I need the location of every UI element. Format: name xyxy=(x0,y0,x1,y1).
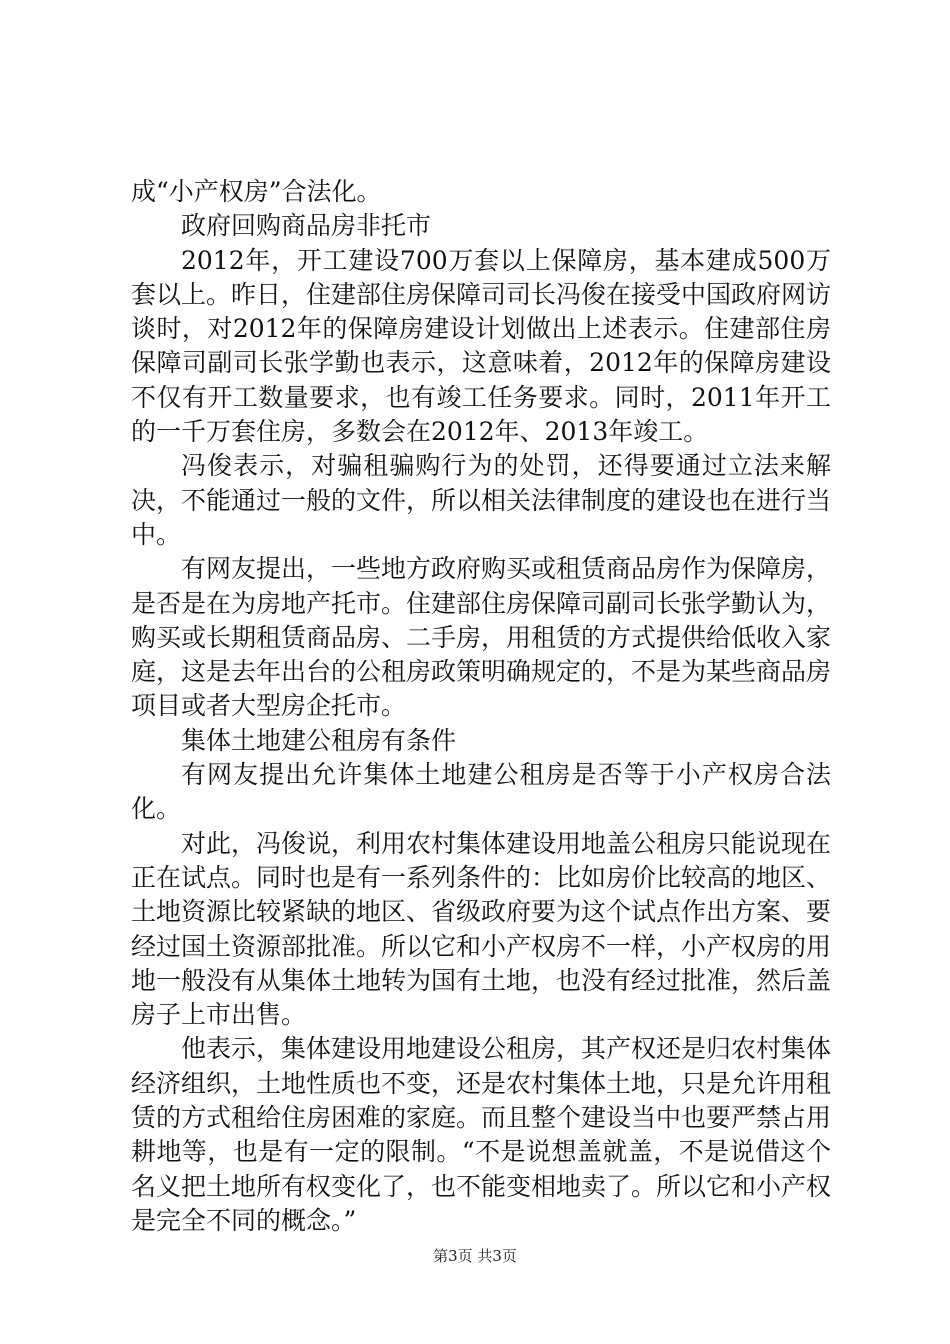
section-heading-government-buyback: 政府回购商品房非托市 xyxy=(181,211,432,241)
paragraph-continuation: 成“小产权房”合法化。 xyxy=(131,177,382,206)
paragraph-collective-land-question: 有网友提出允许集体土地建公租房是否等于小产权房合法化。 xyxy=(131,760,831,824)
paragraph-market-support-question: 有网友提出，一些地方政府购买或租赁商品房作为保障房，是否是在为房地产托市。住建部住房保障司副司长张学勤认为，购买或长期租赁商品房、二手房，用租赁的方式提供给低收入家庭，这是去年出台的公租房政策明确规定的，不是为某些商品房项目或者大型房企托市。 xyxy=(131,554,832,721)
paragraph-2012-housing-plan: 2012年，开工建设700万套以上保障房，基本建成500万套以上。昨日，住建部住房保障司司长冯俊在接受中国政府网访谈时，对2012年的保障房建设计划做出上述表示。住建部住房保障司副司长张学勤也表示，这意味着，2012年的保障房建设不仅有开工数量要求，也有竣工任务要求。同时，2011年开工的一千万套住房，多数会在2012年、2013年竣工。 xyxy=(131,245,832,447)
page-footer xyxy=(0,1246,950,1266)
paragraph-property-rights: 他表示，集体建设用地建设公租房，其产权还是归农村集体经济组织，土地性质也不变，还是农村集体土地，只是允许用租赁的方式租给住房困难的家庭。而且整个建设当中也要严禁占用耕地等，也是有一定的限制。“不是说想盖就盖，不是说借这个名义把土地所有权变化了，也不能变相地卖了。所以它和小产权是完全不同的概念。” xyxy=(131,1034,832,1235)
section-heading-collective-land: 集体土地建公租房有条件 xyxy=(181,725,457,755)
paragraph-pilot-conditions: 对此，冯俊说，利用农村集体建设用地盖公租房只能说现在正在试点。同时也是有一系列条件的：比如房价比较高的地区、土地资源比较紧缺的地区、省级政府要为这个试点作出方案、要经过国土资源部批准。所以它和小产权房不一样，小产权房的用地一般没有从集体土地转为国有土地，也没有经过批准，然后盖房子上市出售。 xyxy=(131,828,832,1030)
page-number: 第3页 共3页 xyxy=(433,1247,517,1265)
document-body xyxy=(131,175,831,1238)
paragraph-fraud-penalty: 冯俊表示，对骗租骗购行为的处罚，还得要通过立法来解决，不能通过一般的文件，所以相关法律制度的建设也在进行当中。 xyxy=(131,451,832,549)
